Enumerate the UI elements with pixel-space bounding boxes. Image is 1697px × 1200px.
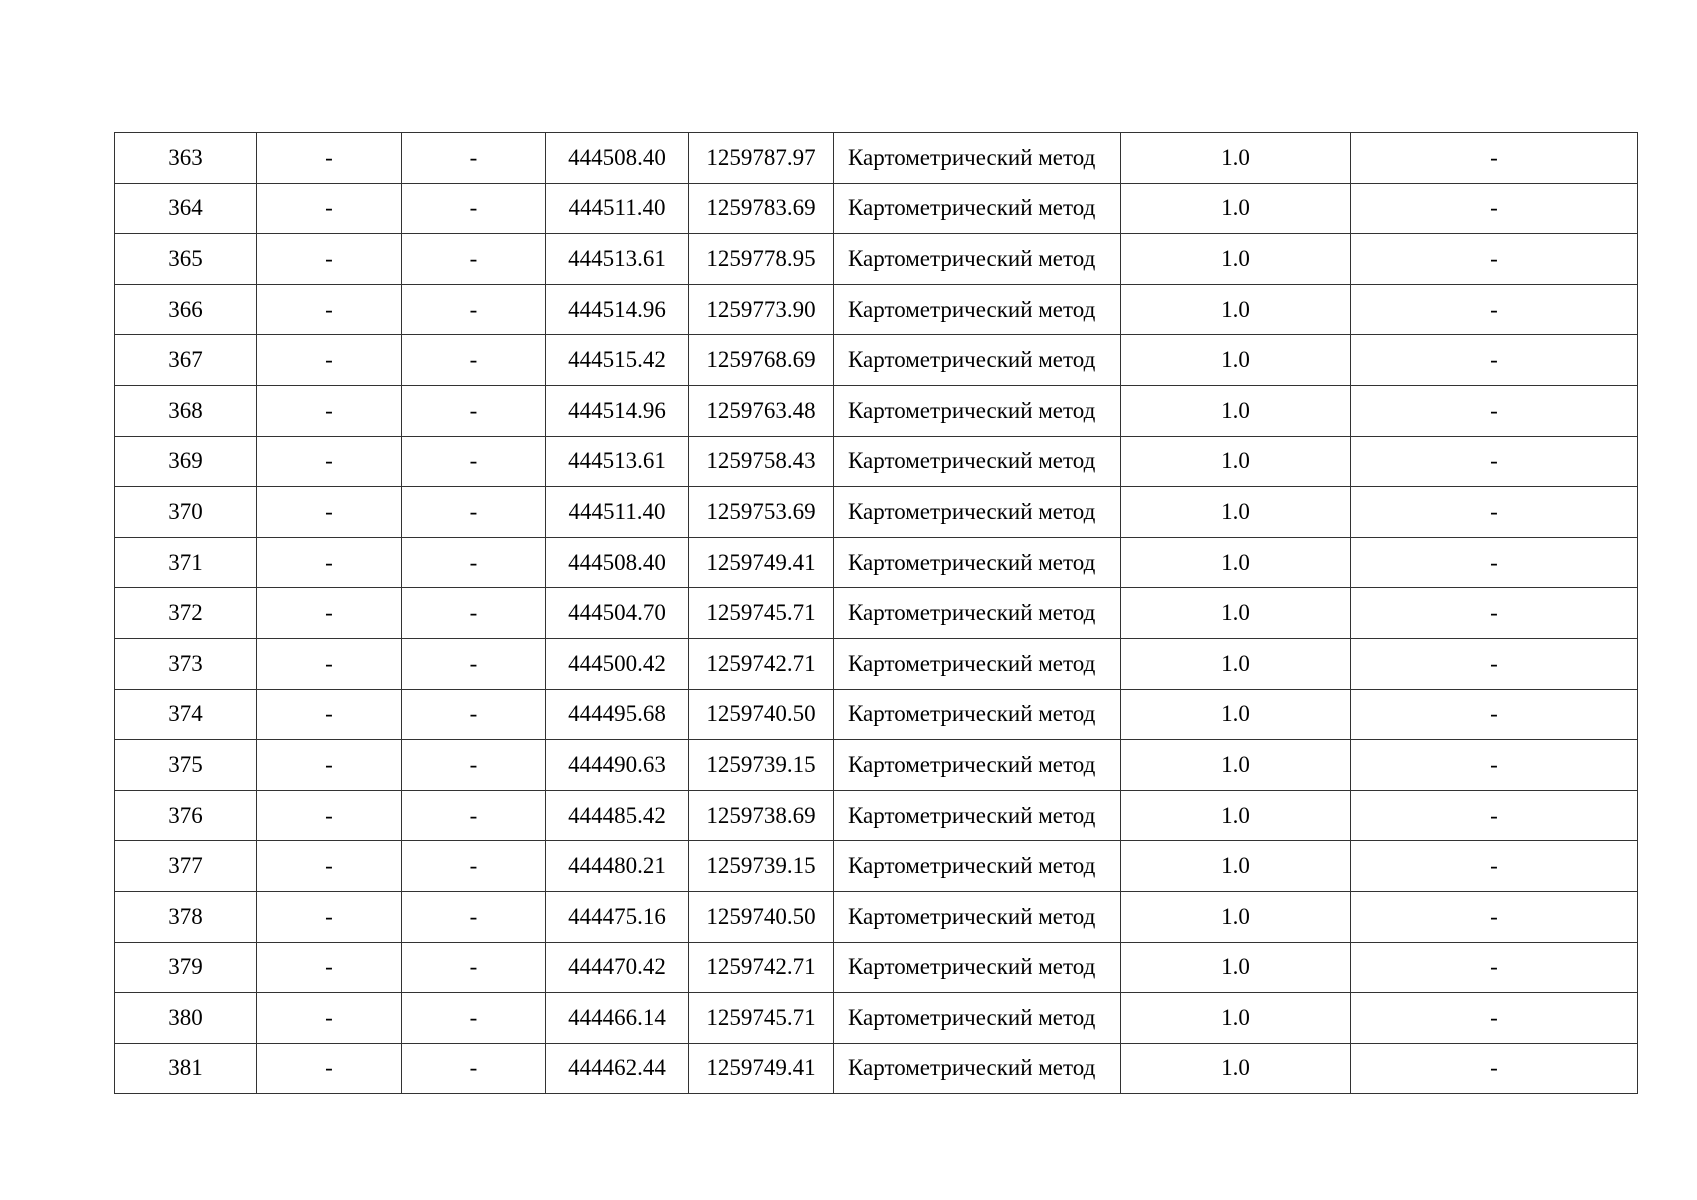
new-x-cell: 444514.96 [546, 385, 689, 436]
new-y-cell: 1259739.15 [689, 841, 834, 892]
table-row [115, 740, 1638, 791]
note-cell: - [1351, 891, 1638, 942]
point-number-cell: 368 [115, 385, 257, 436]
method-cell: Картометрический метод [834, 740, 1121, 791]
new-x-cell: 444508.40 [546, 133, 689, 184]
method-cell: Картометрический метод [834, 689, 1121, 740]
note-cell: - [1351, 740, 1638, 791]
point-number-cell: 376 [115, 790, 257, 841]
old-y-cell: - [402, 1043, 546, 1094]
method-cell: Картометрический метод [834, 537, 1121, 588]
point-number-cell: 378 [115, 891, 257, 942]
old-x-cell: - [257, 638, 402, 689]
new-y-cell: 1259787.97 [689, 133, 834, 184]
point-number-cell: 374 [115, 689, 257, 740]
point-number-cell: 375 [115, 740, 257, 791]
table-row [115, 790, 1638, 841]
new-x-cell: 444462.44 [546, 1043, 689, 1094]
new-y-cell: 1259783.69 [689, 183, 834, 234]
accuracy-cell: 1.0 [1121, 133, 1351, 184]
point-number-cell: 379 [115, 942, 257, 993]
accuracy-cell: 1.0 [1121, 942, 1351, 993]
table-row [115, 133, 1638, 184]
new-y-cell: 1259742.71 [689, 942, 834, 993]
new-y-cell: 1259742.71 [689, 638, 834, 689]
note-cell: - [1351, 487, 1638, 538]
old-x-cell: - [257, 790, 402, 841]
accuracy-cell: 1.0 [1121, 335, 1351, 386]
new-y-cell: 1259768.69 [689, 335, 834, 386]
table-body [115, 133, 1638, 1094]
new-x-cell: 444485.42 [546, 790, 689, 841]
new-y-cell: 1259749.41 [689, 537, 834, 588]
old-y-cell: - [402, 234, 546, 285]
old-x-cell: - [257, 588, 402, 639]
point-number-cell: 370 [115, 487, 257, 538]
accuracy-cell: 1.0 [1121, 790, 1351, 841]
new-y-cell: 1259740.50 [689, 891, 834, 942]
new-x-cell: 444504.70 [546, 588, 689, 639]
old-y-cell: - [402, 335, 546, 386]
new-x-cell: 444495.68 [546, 689, 689, 740]
new-x-cell: 444511.40 [546, 183, 689, 234]
new-x-cell: 444515.42 [546, 335, 689, 386]
old-y-cell: - [402, 284, 546, 335]
point-number-cell: 373 [115, 638, 257, 689]
point-number-cell: 367 [115, 335, 257, 386]
old-y-cell: - [402, 537, 546, 588]
new-y-cell: 1259745.71 [689, 993, 834, 1044]
table-row [115, 487, 1638, 538]
table-row [115, 335, 1638, 386]
note-cell: - [1351, 790, 1638, 841]
note-cell: - [1351, 133, 1638, 184]
table-row [115, 183, 1638, 234]
old-x-cell: - [257, 942, 402, 993]
method-cell: Картометрический метод [834, 436, 1121, 487]
accuracy-cell: 1.0 [1121, 436, 1351, 487]
new-y-cell: 1259739.15 [689, 740, 834, 791]
note-cell: - [1351, 638, 1638, 689]
note-cell: - [1351, 1043, 1638, 1094]
note-cell: - [1351, 942, 1638, 993]
method-cell: Картометрический метод [834, 284, 1121, 335]
accuracy-cell: 1.0 [1121, 183, 1351, 234]
accuracy-cell: 1.0 [1121, 284, 1351, 335]
old-y-cell: - [402, 487, 546, 538]
method-cell: Картометрический метод [834, 993, 1121, 1044]
old-x-cell: - [257, 284, 402, 335]
new-x-cell: 444466.14 [546, 993, 689, 1044]
point-number-cell: 365 [115, 234, 257, 285]
new-y-cell: 1259738.69 [689, 790, 834, 841]
old-x-cell: - [257, 133, 402, 184]
new-x-cell: 444490.63 [546, 740, 689, 791]
point-number-cell: 366 [115, 284, 257, 335]
method-cell: Картометрический метод [834, 487, 1121, 538]
point-number-cell: 363 [115, 133, 257, 184]
accuracy-cell: 1.0 [1121, 689, 1351, 740]
note-cell: - [1351, 385, 1638, 436]
method-cell: Картометрический метод [834, 335, 1121, 386]
table-row [115, 537, 1638, 588]
method-cell: Картометрический метод [834, 588, 1121, 639]
old-y-cell: - [402, 790, 546, 841]
new-x-cell: 444500.42 [546, 638, 689, 689]
table-row [115, 234, 1638, 285]
table-row [115, 841, 1638, 892]
accuracy-cell: 1.0 [1121, 1043, 1351, 1094]
accuracy-cell: 1.0 [1121, 740, 1351, 791]
old-x-cell: - [257, 385, 402, 436]
accuracy-cell: 1.0 [1121, 993, 1351, 1044]
old-x-cell: - [257, 183, 402, 234]
old-y-cell: - [402, 993, 546, 1044]
method-cell: Картометрический метод [834, 1043, 1121, 1094]
new-y-cell: 1259778.95 [689, 234, 834, 285]
method-cell: Картометрический метод [834, 638, 1121, 689]
method-cell: Картометрический метод [834, 183, 1121, 234]
old-y-cell: - [402, 891, 546, 942]
accuracy-cell: 1.0 [1121, 841, 1351, 892]
accuracy-cell: 1.0 [1121, 234, 1351, 285]
method-cell: Картометрический метод [834, 385, 1121, 436]
note-cell: - [1351, 234, 1638, 285]
table-row [115, 993, 1638, 1044]
new-x-cell: 444470.42 [546, 942, 689, 993]
old-x-cell: - [257, 841, 402, 892]
new-y-cell: 1259753.69 [689, 487, 834, 538]
old-x-cell: - [257, 993, 402, 1044]
old-x-cell: - [257, 335, 402, 386]
point-number-cell: 380 [115, 993, 257, 1044]
method-cell: Картометрический метод [834, 891, 1121, 942]
note-cell: - [1351, 993, 1638, 1044]
table-row [115, 436, 1638, 487]
old-y-cell: - [402, 841, 546, 892]
old-y-cell: - [402, 183, 546, 234]
old-y-cell: - [402, 638, 546, 689]
note-cell: - [1351, 335, 1638, 386]
new-y-cell: 1259745.71 [689, 588, 834, 639]
old-x-cell: - [257, 436, 402, 487]
accuracy-cell: 1.0 [1121, 891, 1351, 942]
new-y-cell: 1259740.50 [689, 689, 834, 740]
old-y-cell: - [402, 436, 546, 487]
old-x-cell: - [257, 487, 402, 538]
point-number-cell: 372 [115, 588, 257, 639]
old-x-cell: - [257, 891, 402, 942]
accuracy-cell: 1.0 [1121, 588, 1351, 639]
old-y-cell: - [402, 689, 546, 740]
table-row [115, 385, 1638, 436]
old-y-cell: - [402, 588, 546, 639]
new-y-cell: 1259763.48 [689, 385, 834, 436]
point-number-cell: 371 [115, 537, 257, 588]
table-row [115, 588, 1638, 639]
old-y-cell: - [402, 740, 546, 791]
new-y-cell: 1259773.90 [689, 284, 834, 335]
table-row [115, 689, 1638, 740]
table-row [115, 891, 1638, 942]
new-x-cell: 444514.96 [546, 284, 689, 335]
old-y-cell: - [402, 942, 546, 993]
table-row [115, 284, 1638, 335]
new-x-cell: 444475.16 [546, 891, 689, 942]
document-page [114, 132, 1638, 1094]
table-row [115, 1043, 1638, 1094]
point-number-cell: 369 [115, 436, 257, 487]
old-x-cell: - [257, 537, 402, 588]
old-x-cell: - [257, 689, 402, 740]
method-cell: Картометрический метод [834, 790, 1121, 841]
note-cell: - [1351, 436, 1638, 487]
point-number-cell: 381 [115, 1043, 257, 1094]
method-cell: Картометрический метод [834, 841, 1121, 892]
accuracy-cell: 1.0 [1121, 487, 1351, 538]
note-cell: - [1351, 183, 1638, 234]
new-x-cell: 444480.21 [546, 841, 689, 892]
method-cell: Картометрический метод [834, 942, 1121, 993]
accuracy-cell: 1.0 [1121, 537, 1351, 588]
new-x-cell: 444511.40 [546, 487, 689, 538]
new-y-cell: 1259758.43 [689, 436, 834, 487]
old-x-cell: - [257, 740, 402, 791]
point-number-cell: 364 [115, 183, 257, 234]
note-cell: - [1351, 284, 1638, 335]
coordinates-table [114, 132, 1638, 1094]
new-x-cell: 444513.61 [546, 436, 689, 487]
new-x-cell: 444508.40 [546, 537, 689, 588]
note-cell: - [1351, 689, 1638, 740]
method-cell: Картометрический метод [834, 133, 1121, 184]
table-row [115, 638, 1638, 689]
new-y-cell: 1259749.41 [689, 1043, 834, 1094]
old-y-cell: - [402, 133, 546, 184]
point-number-cell: 377 [115, 841, 257, 892]
new-x-cell: 444513.61 [546, 234, 689, 285]
old-x-cell: - [257, 1043, 402, 1094]
old-x-cell: - [257, 234, 402, 285]
accuracy-cell: 1.0 [1121, 638, 1351, 689]
table-row [115, 942, 1638, 993]
note-cell: - [1351, 841, 1638, 892]
old-y-cell: - [402, 385, 546, 436]
note-cell: - [1351, 537, 1638, 588]
accuracy-cell: 1.0 [1121, 385, 1351, 436]
method-cell: Картометрический метод [834, 234, 1121, 285]
note-cell: - [1351, 588, 1638, 639]
